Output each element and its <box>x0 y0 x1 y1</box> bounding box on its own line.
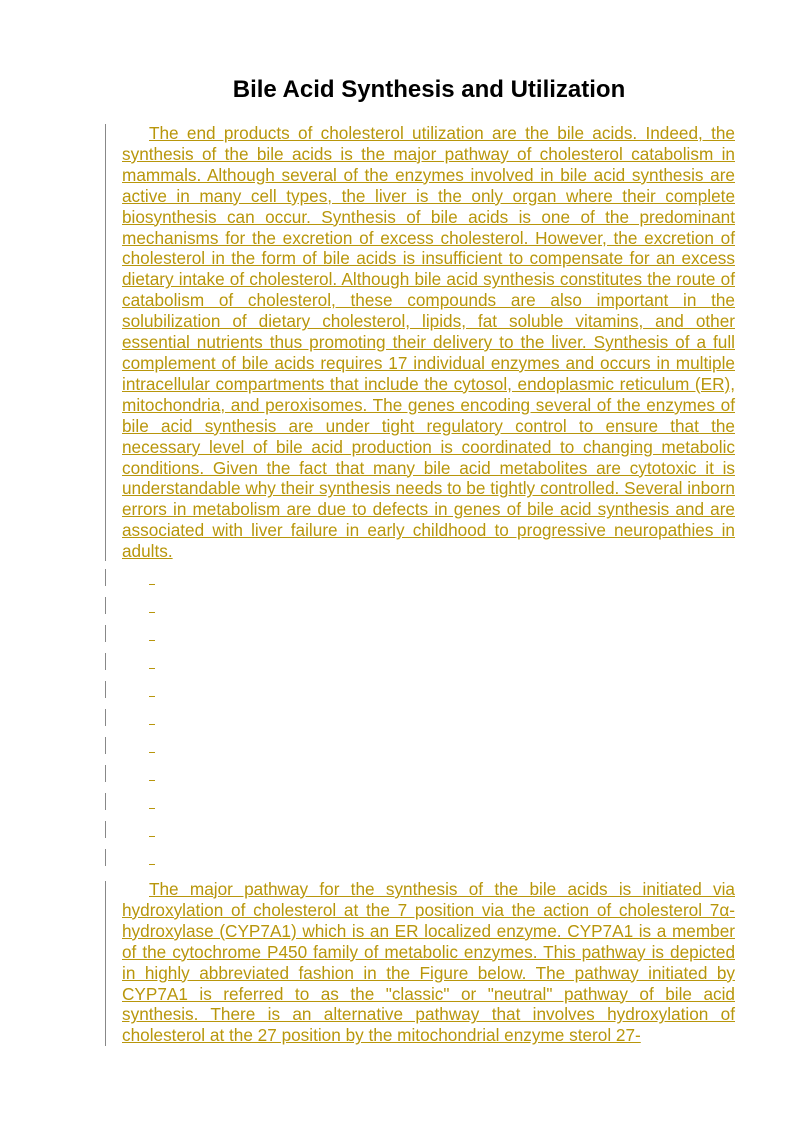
empty-insertion-mark <box>149 780 155 781</box>
change-bar <box>105 681 106 698</box>
empty-insertion-mark <box>149 640 155 641</box>
change-bar <box>105 881 106 1046</box>
empty-paragraph-line <box>105 765 165 782</box>
empty-insertion-mark <box>149 752 155 753</box>
empty-insertion-mark <box>149 668 155 669</box>
empty-insertion-mark <box>149 808 155 809</box>
empty-insertion-mark <box>149 584 155 585</box>
empty-paragraph-line <box>105 681 165 698</box>
empty-paragraph-line <box>105 625 165 642</box>
empty-paragraph-line <box>105 709 165 726</box>
empty-paragraph-line <box>105 653 165 670</box>
paragraph-major-pathway: The major pathway for the synthesis of the bile acids is initiated via hydroxylation of cholesterol at the 7 position via the action of cholesterol 7α-hydroxylase (CYP7A1) which is an ER localized enzyme. CYP7A1 is a member of the cytochrome P450 family of metabolic enzymes. This pathway is depicted in highly abbreviated fashion in the Figure below. The pathway initiated by CYP7A1 is referred to as the "classic" or "neutral" pathway of bile acid synthesis. There is an alternative pathway that involves hydroxylation of cholesterol at the 27 position by the mitochondrial enzyme sterol 27- <box>122 879 735 1046</box>
change-bar <box>105 124 106 561</box>
change-bar <box>105 597 106 614</box>
empty-paragraph-line <box>105 597 165 614</box>
empty-paragraph-line <box>105 821 165 838</box>
empty-paragraph-line <box>105 849 165 866</box>
document-title: Bile Acid Synthesis and Utilization <box>232 76 626 103</box>
change-bar <box>105 569 106 586</box>
empty-insertion-mark <box>149 696 155 697</box>
paragraph-intro: The end products of cholesterol utilization are the bile acids. Indeed, the synthesis of the bile acids is the major pathway of cholesterol catabolism in mammals. Although several of the enzymes involved in bile acid synthesis are active in many cell types, the liver is the only organ where their complete biosynthesis can occur. Synthesis of bile acids is one of the predominant mechanisms for the excretion of excess cholesterol. However, the excretion of cholesterol in the form of bile acids is insufficient to compensate for an excess dietary intake of cholesterol. Although bile acid synthesis constitutes the route of catabolism of cholesterol, these compounds are also important in the solubilization of dietary cholesterol, lipids, fat soluble vitamins, and other essential nutrients thus promoting their delivery to the liver. Synthesis of a full complement of bile acids requires 17 individual enzymes and occurs in multiple intracellular compartments that include the cytosol, endoplasmic reticulum (ER), mitochondria, and peroxisomes. The genes encoding several of the enzymes of bile acid synthesis are under tight regulatory control to ensure that the necessary level of bile acid production is coordinated to changing metabolic conditions. Given the fact that many bile acid metabolites are cytotoxic it is understandable why their synthesis needs to be tightly controlled. Several inborn errors in metabolism are due to defects in genes of bile acid synthesis and are associated with liver failure in early childhood to progressive neuropathies in adults. <box>122 123 735 562</box>
empty-paragraph-line <box>105 569 165 586</box>
change-bar <box>105 653 106 670</box>
empty-insertion-mark <box>149 724 155 725</box>
change-bar <box>105 737 106 754</box>
empty-paragraph-line <box>105 737 165 754</box>
empty-insertion-mark <box>149 836 155 837</box>
change-bar <box>105 625 106 642</box>
empty-insertion-mark <box>149 612 155 613</box>
change-bar <box>105 821 106 838</box>
empty-insertion-mark <box>149 864 155 865</box>
change-bar <box>105 709 106 726</box>
empty-paragraph-line <box>105 793 165 810</box>
change-bar <box>105 849 106 866</box>
change-bar <box>105 793 106 810</box>
change-bar <box>105 765 106 782</box>
